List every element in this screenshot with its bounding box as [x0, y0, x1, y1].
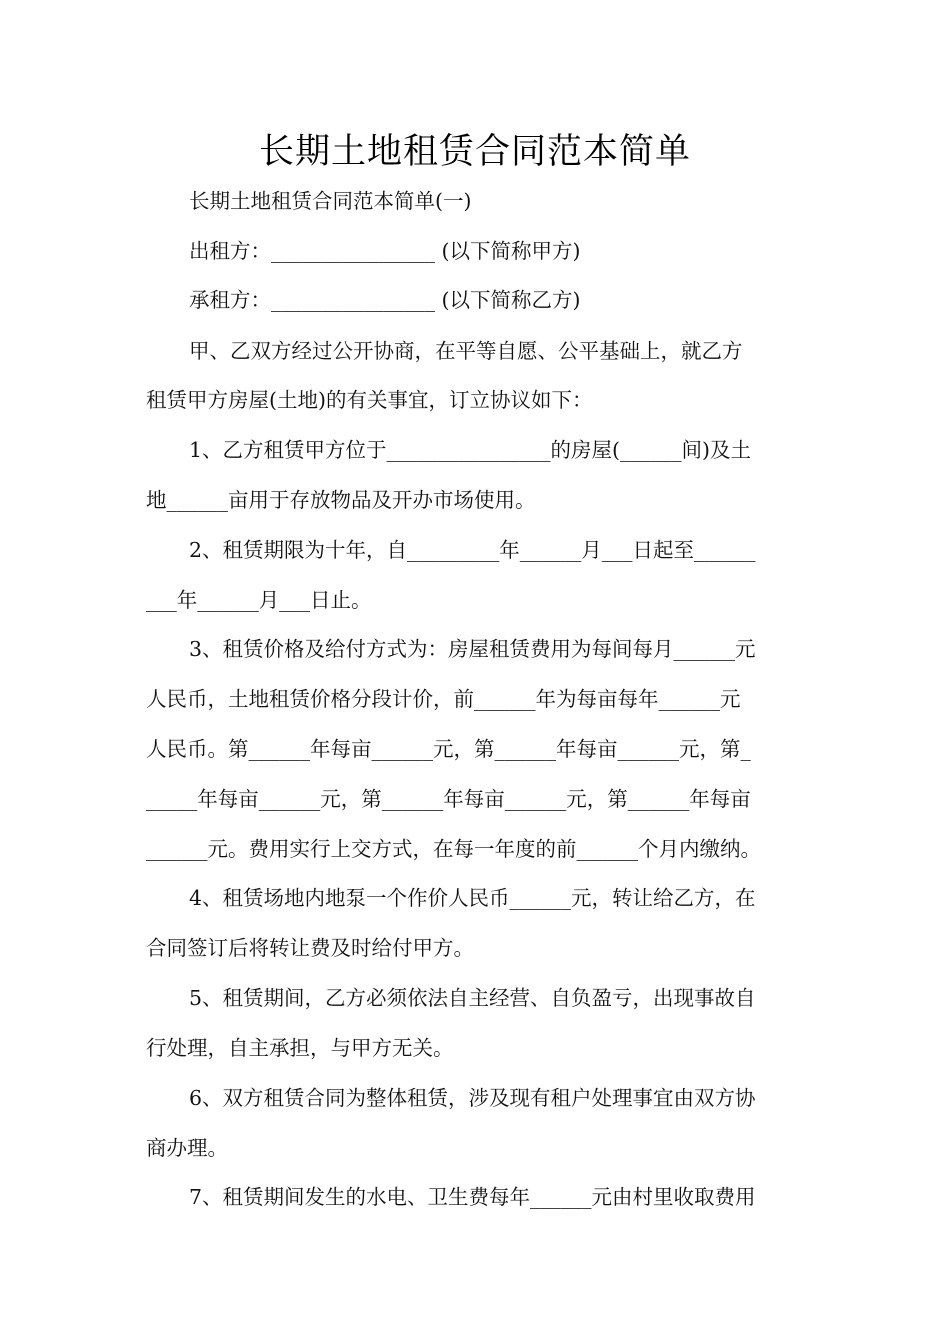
- subtitle-line: 长期土地租赁合同范本简单(一): [189, 189, 472, 213]
- clause-3-line-2: 人民币，土地租赁价格分段计价，前______年为每亩每年______元: [146, 687, 741, 711]
- clause-3-line-3: 人民币。第______年每亩______元，第______年每亩______元，第_: [146, 737, 751, 761]
- lessor-line: 出租方：________________ (以下简称甲方): [189, 239, 581, 263]
- clause-3-line-5: ______元。费用实行上交方式，在每一年度的前______个月内缴纳。: [146, 837, 761, 861]
- document-title: 长期土地租赁合同范本简单: [258, 132, 691, 172]
- clause-6-line-1: 6、双方租赁合同为整体租赁，涉及现有租户处理事宜由双方协: [189, 1086, 756, 1110]
- clause-5-line-1: 5、租赁期间，乙方必须依法自主经营、自负盈亏，出现事故自: [189, 986, 756, 1010]
- intro-line-1: 甲、乙双方经过公开协商，在平等自愿、公平基础上，就乙方: [189, 339, 743, 363]
- clause-3-line-4: _____年每亩______元，第______年每亩______元，第______年每亩: [146, 787, 751, 811]
- clause-1-line-2: 地______亩用于存放物品及开办市场使用。: [146, 488, 536, 512]
- clause-1-line-1: 1、乙方租赁甲方位于________________的房屋(______间)及土: [189, 438, 752, 462]
- intro-line-2: 租赁甲方房屋(土地)的有关事宜，订立协议如下：: [146, 388, 593, 412]
- clause-6-line-2: 商办理。: [146, 1136, 228, 1160]
- lessee-line: 承租方：________________ (以下简称乙方): [189, 288, 581, 312]
- clause-5-line-2: 行处理，自主承担，与甲方无关。: [146, 1036, 454, 1060]
- clause-7-line-1: 7、租赁期间发生的水电、卫生费每年______元由村里收取费用: [189, 1185, 756, 1209]
- clause-2-line-1: 2、租赁期限为十年，自_________年______月___日起至______: [189, 538, 756, 562]
- clause-3-line-1: 3、租赁价格及给付方式为：房屋租赁费用为每间每月______元: [189, 637, 756, 661]
- clause-2-line-2: ___年______月___日止。: [146, 588, 372, 612]
- clause-4-line-1: 4、租赁场地内地泵一个作价人民币______元，转让给乙方，在: [189, 886, 756, 910]
- clause-4-line-2: 合同签订后将转让费及时给付甲方。: [146, 936, 474, 960]
